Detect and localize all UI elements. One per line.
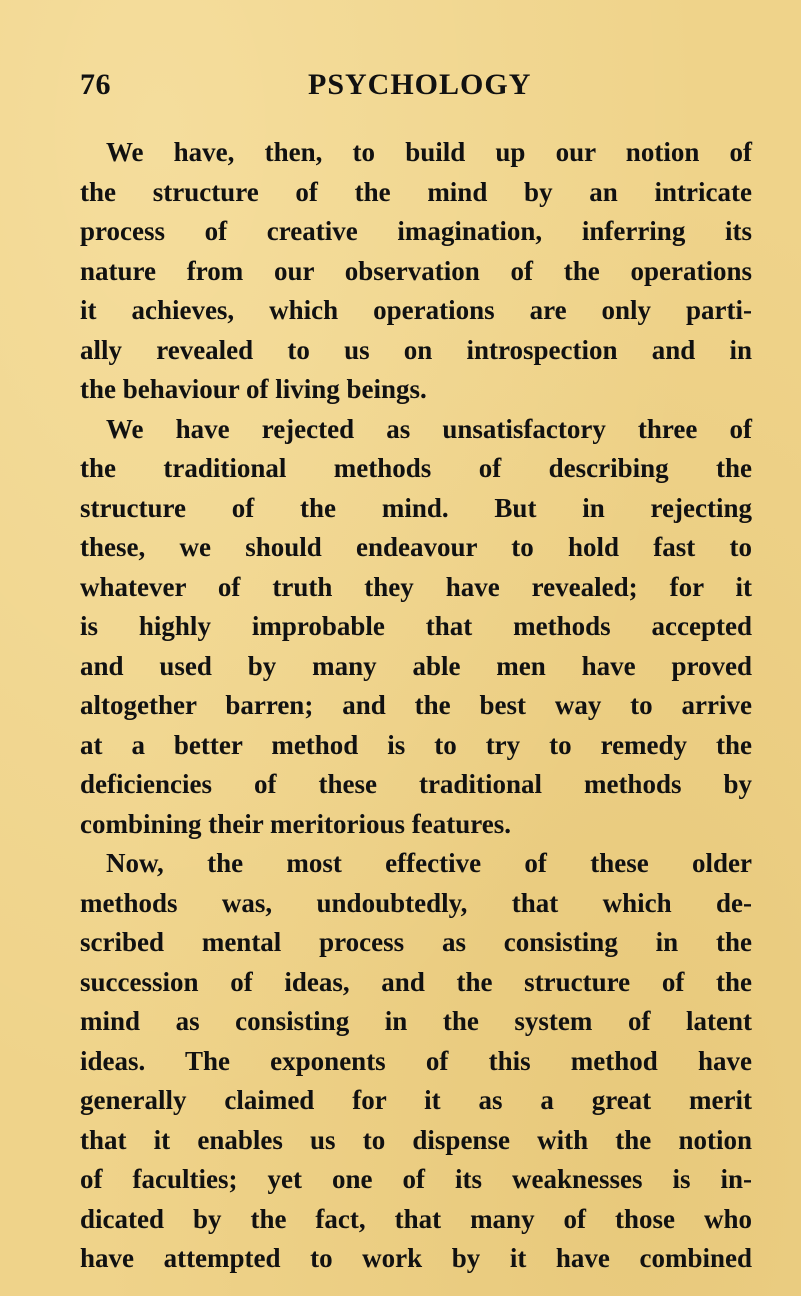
text-line: ideas. The exponents of this method have [80, 1045, 752, 1076]
text-line: the structure of the mind by an intricate [80, 176, 752, 207]
text-line: mind as consisting in the system of latent [80, 1006, 752, 1036]
text-line: structure of the mind. But in rejecting [80, 492, 752, 523]
text-line: altogether barren; and the best way to arrive [80, 690, 752, 720]
page-number: 76 [80, 68, 111, 101]
text-line: of faculties; yet one of its weaknesses is in- [80, 1164, 752, 1194]
text-line: it achieves, which operations are only parti- [80, 295, 752, 325]
text-line: nature from our observation of the operations [80, 255, 752, 286]
text-line: that it enables us to dispense with the notion [80, 1124, 752, 1155]
text-line: have attempted to work by it have combined [80, 1243, 752, 1273]
text-line: We have rejected as unsatisfactory three of [106, 413, 752, 444]
text-line: deficiencies of these traditional methods by [80, 769, 752, 799]
text-line: generally claimed for it as a great merit [80, 1085, 752, 1115]
text-line: is highly improbable that methods accepted [80, 611, 752, 641]
text-line: succession of ideas, and the structure of the [80, 966, 752, 997]
text-line: dicated by the fact, that many of those who [80, 1203, 752, 1234]
running-title: PSYCHOLOGY [308, 68, 532, 101]
text-line: combining their meritorious features. [80, 808, 511, 839]
text-line: We have, then, to build up our notion of [106, 137, 752, 167]
body-text [80, 133, 752, 1279]
text-line: ally revealed to us on introspection and in [80, 334, 752, 365]
text-line: process of creative imagination, inferring its [80, 216, 752, 246]
text-line: the traditional methods of describing the [80, 453, 752, 483]
text-line: at a better method is to try to remedy the [80, 729, 752, 760]
text-line: whatever of truth they have revealed; for it [80, 571, 752, 602]
running-head [80, 68, 760, 112]
text-line: scribed mental process as consisting in the [80, 927, 752, 957]
text-line: and used by many able men have proved [80, 650, 752, 681]
text-line: these, we should endeavour to hold fast to [80, 532, 752, 562]
text-line: methods was, undoubtedly, that which de- [80, 887, 752, 918]
text-line: Now, the most effective of these older [106, 848, 752, 878]
text-line: the behaviour of living beings. [80, 374, 427, 404]
